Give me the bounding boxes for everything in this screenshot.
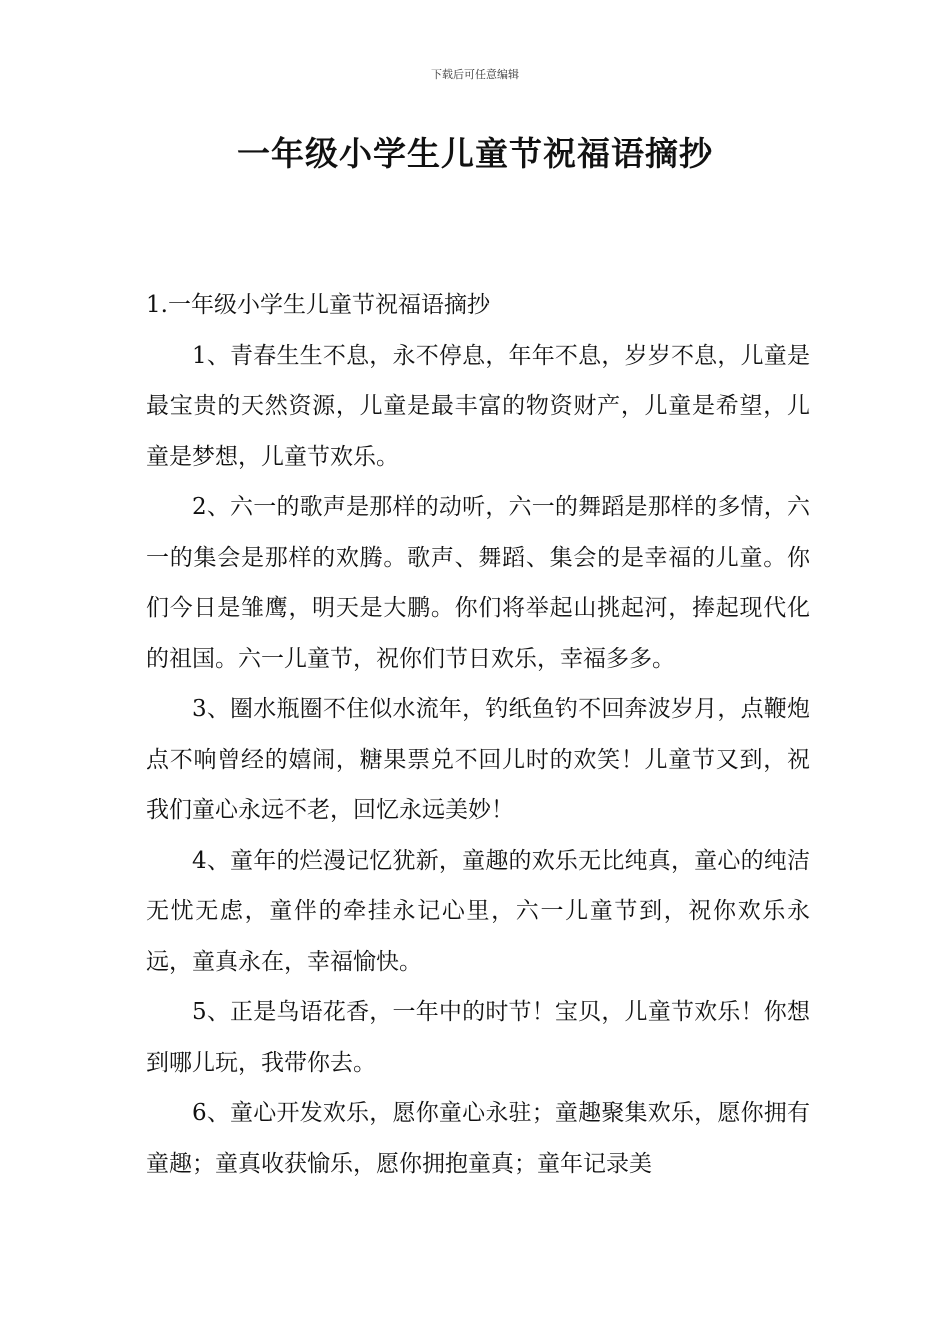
- document-body: [146, 280, 810, 1189]
- document-title: 一年级小学生儿童节祝福语摘抄: [237, 134, 713, 173]
- paragraph-6: 6、童心开发欢乐，愿你童心永驻；童趣聚集欢乐，愿你拥有童趣；童真收获愉乐，愿你拥抱童真；童年记录美: [146, 1100, 810, 1177]
- paragraph-4: 4、童年的烂漫记忆犹新，童趣的欢乐无比纯真，童心的纯洁无忧无虑，童伴的牵挂永记心里，六一儿童节到，祝你欢乐永远，童真永在，幸福愉快。: [146, 847, 810, 975]
- paragraph-3: 3、圈水瓶圈不住似水流年，钓纸鱼钓不回奔波岁月，点鞭炮点不响曾经的嬉闹，糖果票兑不回儿时的欢笑！儿童节又到，祝我们童心永远不老，回忆永远美妙！: [146, 696, 810, 823]
- header-note: 下载后可任意编辑: [431, 68, 519, 81]
- paragraph-1: 1、青春生生不息，永不停息，年年不息，岁岁不息，儿童是最宝贵的天然资源，儿童是最丰富的物资财产，儿童是希望，儿童是梦想，儿童节欢乐。: [146, 342, 810, 470]
- paragraph-2: 2、六一的歌声是那样的动听，六一的舞蹈是那样的多情，六一的集会是那样的欢腾。歌声、舞蹈、集会的是幸福的儿童。你们今日是雏鹰，明天是大鹏。你们将举起山挑起河，捧起现代化的祖国。六一儿童节，祝你们节日欢乐，幸福多多。: [146, 494, 810, 672]
- section-heading: 1.一年级小学生儿童节祝福语摘抄: [146, 292, 490, 318]
- paragraph-5: 5、正是鸟语花香，一年中的时节！宝贝，儿童节欢乐！你想到哪儿玩，我带你去。: [146, 999, 810, 1076]
